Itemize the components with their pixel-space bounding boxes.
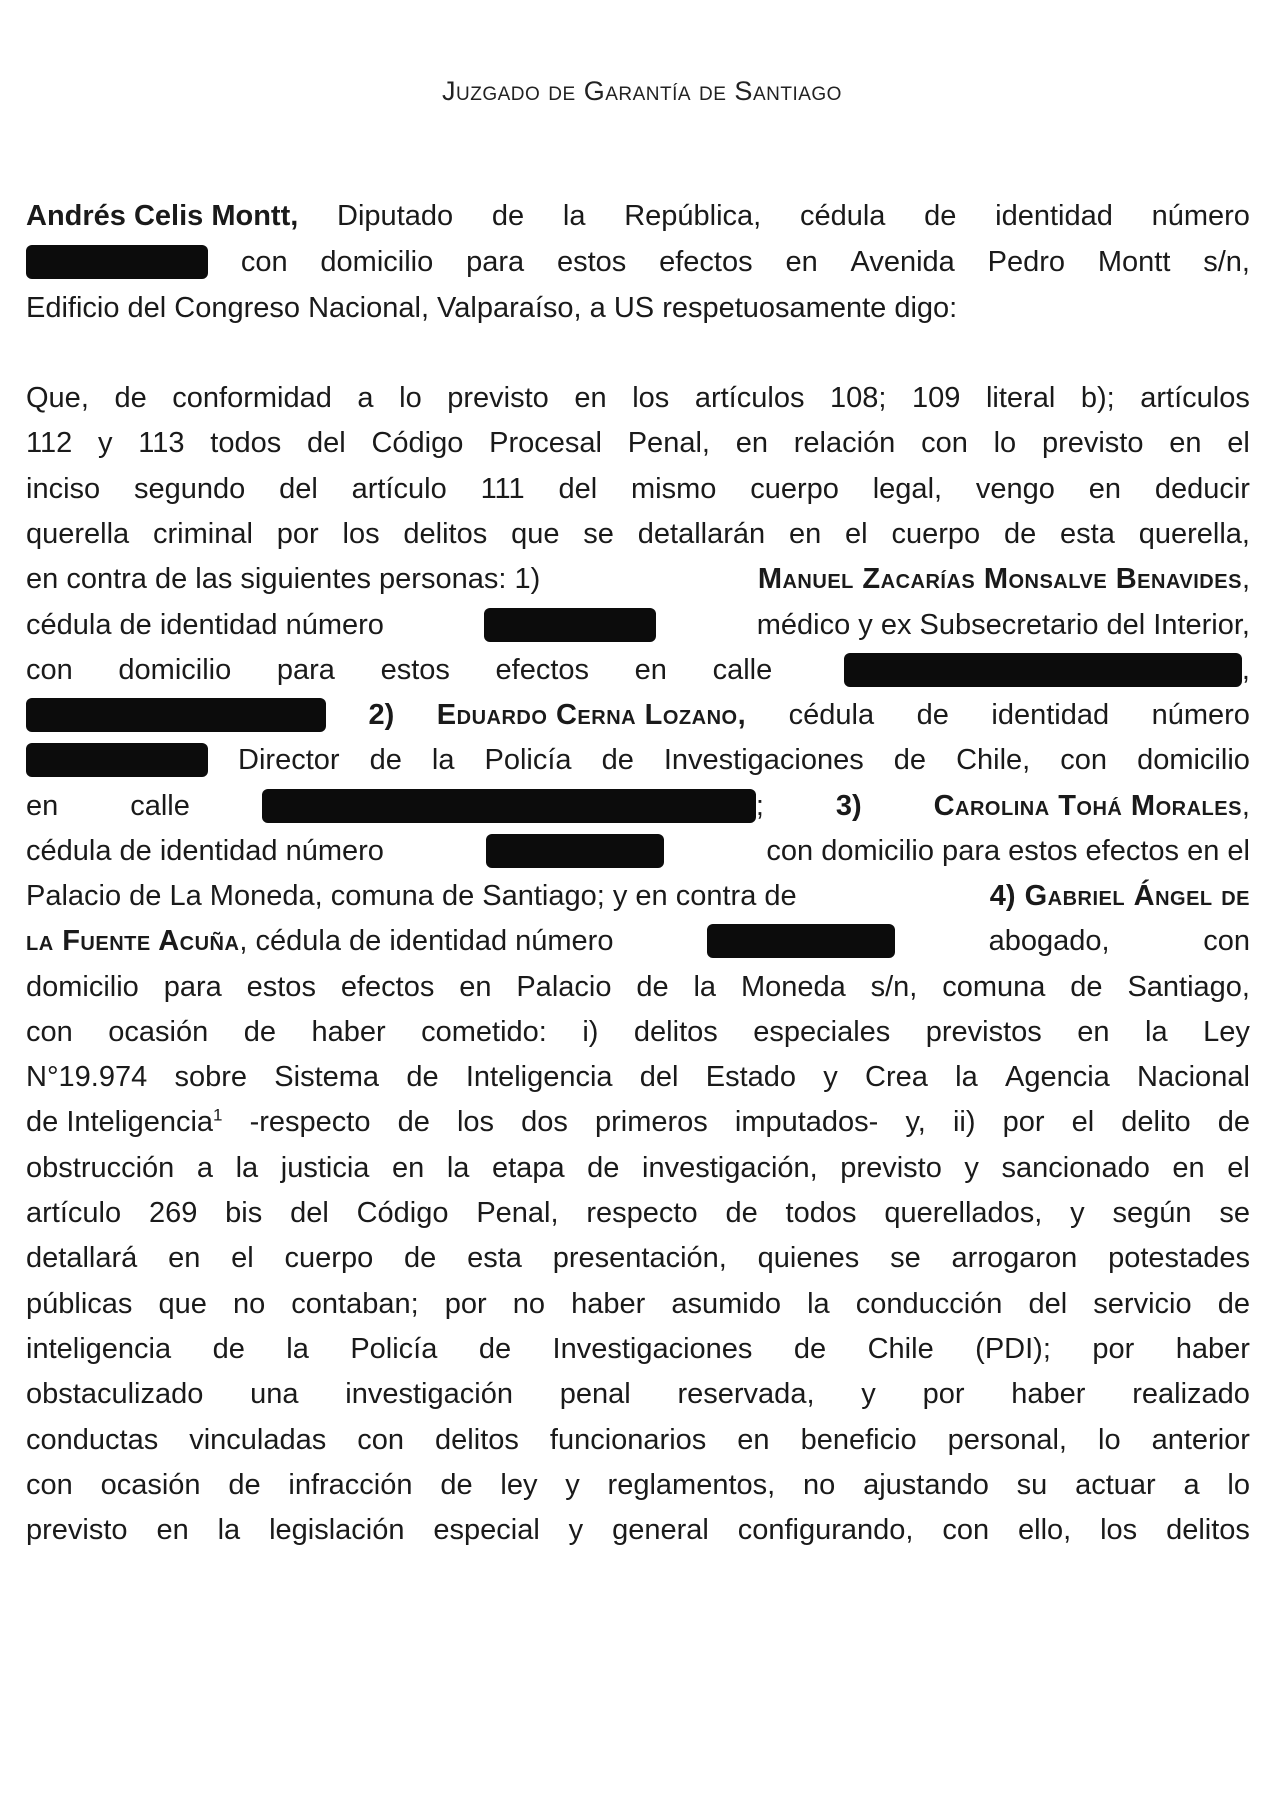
text-line	[26, 1510, 1250, 1550]
word: no	[512, 1288, 546, 1320]
text-line	[26, 1465, 1250, 1505]
word: todos	[210, 427, 282, 459]
text-line: Palacio de La Moneda, comuna de Santiago; y en contra de 4) Gabriel Ángel de	[26, 876, 1250, 916]
word: los	[1100, 1514, 1138, 1546]
word: primeros	[594, 1106, 708, 1138]
word: número	[1151, 699, 1250, 731]
text-line	[26, 514, 1250, 554]
word: en	[156, 1514, 189, 1546]
word: domicilio	[118, 654, 232, 686]
word: ley	[500, 1469, 538, 1501]
word: la	[431, 744, 455, 776]
word: de	[1070, 971, 1103, 1003]
text-line: en calle ; 3) Carolina Tohá Morales,	[26, 790, 1250, 822]
word: sancionado	[1001, 1152, 1150, 1184]
word: a	[357, 382, 374, 414]
word: realizado	[1132, 1378, 1250, 1410]
word: querella,	[1138, 518, 1250, 550]
text-line	[26, 967, 1250, 1007]
redacted-address	[844, 653, 1242, 687]
word: por	[276, 518, 319, 550]
word: detallará	[26, 1242, 138, 1274]
word: ii)	[952, 1106, 976, 1138]
text-line	[26, 1420, 1250, 1460]
word: domicilio	[320, 246, 434, 278]
word: penal	[559, 1378, 631, 1410]
word: beneficio	[800, 1424, 917, 1456]
word: etapa	[492, 1152, 565, 1184]
word: Director	[238, 744, 340, 776]
word: esta	[467, 1242, 522, 1274]
word: con	[26, 1016, 73, 1048]
word: cédula	[799, 200, 886, 232]
word: legislación	[269, 1514, 405, 1546]
word: Palacio	[516, 971, 612, 1003]
word: Chile	[867, 1333, 934, 1365]
word: la	[807, 1288, 830, 1320]
word: conductas	[26, 1424, 159, 1456]
word: el	[231, 1242, 254, 1274]
word: de	[369, 744, 402, 776]
text-line: de Inteligencia$^1$ -respecto de los dos primeros imputados- y, ii) por el delito de	[26, 1102, 1250, 1142]
word: con	[921, 427, 968, 459]
word: respecto	[586, 1197, 698, 1229]
word: imputados-	[734, 1106, 879, 1138]
word: Procesal	[489, 427, 602, 459]
word: y	[861, 1378, 876, 1410]
word: que	[511, 518, 560, 550]
word: Código	[371, 427, 464, 459]
word: artículo	[26, 1197, 122, 1229]
word: los	[342, 518, 380, 550]
text-line: cédula de identidad número médico y ex Subsecretario del Interior,	[26, 609, 1250, 641]
text-line	[26, 1284, 1250, 1324]
word: de	[406, 1061, 439, 1093]
redacted-id-number	[707, 924, 895, 958]
word: de	[636, 971, 669, 1003]
word: por	[1002, 1106, 1045, 1138]
word: identidad	[995, 200, 1113, 232]
word: por	[922, 1378, 965, 1410]
text-line	[26, 1329, 1250, 1369]
word: delitos	[1166, 1514, 1250, 1546]
word: criminal	[153, 518, 253, 550]
word: en	[459, 971, 492, 1003]
word: de	[924, 200, 957, 232]
word: 112	[26, 427, 73, 459]
defendant-3-name: Carolina Tohá Morales	[933, 790, 1242, 822]
word: esta	[1060, 518, 1115, 550]
word: previsto	[26, 1514, 128, 1546]
word: no	[232, 1288, 266, 1320]
word: de	[114, 382, 147, 414]
word: del	[279, 473, 318, 505]
word: reservada,	[677, 1378, 815, 1410]
word: bis	[225, 1197, 263, 1229]
word: b);	[1080, 382, 1115, 414]
word: de	[1217, 1288, 1250, 1320]
word: previsto	[840, 1152, 942, 1184]
word: Estado	[705, 1061, 797, 1093]
word: conformidad	[172, 382, 332, 414]
word: y	[823, 1061, 838, 1093]
word: de	[243, 1016, 276, 1048]
word: ocasión	[108, 1016, 209, 1048]
text-line	[26, 740, 1250, 780]
word: de	[1217, 1106, 1250, 1138]
footnote-ref[interactable]: 1	[213, 1105, 223, 1125]
word: actuar	[1075, 1469, 1156, 1501]
defendant-2-name: Eduardo Cerna Lozano,	[436, 699, 747, 731]
word: el	[845, 518, 868, 550]
word: se	[1219, 1197, 1250, 1229]
word: todos	[785, 1197, 857, 1229]
word: delitos	[403, 518, 488, 550]
word: querellados,	[884, 1197, 1043, 1229]
word: Investigaciones	[552, 1333, 753, 1365]
word: por	[444, 1288, 487, 1320]
word: segundo	[133, 473, 246, 505]
word: República,	[624, 200, 762, 232]
word: especial	[433, 1514, 540, 1546]
word: en	[634, 654, 667, 686]
word: haber	[1011, 1378, 1086, 1410]
word: lo	[993, 427, 1017, 459]
word: ello,	[1018, 1514, 1072, 1546]
word: Penal,	[627, 427, 710, 459]
word: s/n,	[1203, 246, 1250, 278]
word: en	[1169, 427, 1202, 459]
redacted-address	[26, 698, 326, 732]
word: de	[587, 1152, 620, 1184]
word: Pedro	[987, 246, 1066, 278]
word: y	[565, 1469, 580, 1501]
word: cometido:	[421, 1016, 547, 1048]
word: la	[562, 200, 586, 232]
word: mismo	[631, 473, 717, 505]
word: haber	[1175, 1333, 1250, 1365]
word: efectos	[495, 654, 590, 686]
word: y,	[905, 1106, 926, 1138]
text-line: Edificio del Congreso Nacional, Valparaíso, a US respetuosamente digo:	[26, 292, 958, 324]
word: con	[26, 654, 73, 686]
word: contaban;	[291, 1288, 419, 1320]
word: la	[955, 1061, 978, 1093]
redacted-id-number	[26, 245, 208, 279]
word: sobre	[174, 1061, 248, 1093]
word: del	[1028, 1288, 1068, 1320]
word: la	[286, 1333, 309, 1365]
word: configurando,	[737, 1514, 914, 1546]
redacted-address	[262, 789, 756, 823]
word: en	[1077, 1016, 1110, 1048]
defendant-4-name-cont: la Fuente Acuña	[26, 925, 240, 957]
word: de	[212, 1333, 245, 1365]
word: arrogaron	[951, 1242, 1078, 1274]
word: con	[942, 1514, 990, 1546]
word: delito	[1121, 1106, 1191, 1138]
word: Santiago,	[1127, 971, 1250, 1003]
word: 269	[148, 1197, 198, 1229]
word: a	[196, 1152, 214, 1184]
word: para	[276, 654, 335, 686]
word: deducir	[1154, 473, 1250, 505]
text-line	[26, 378, 1250, 418]
word: reglamentos,	[607, 1469, 776, 1501]
word: el	[1071, 1106, 1095, 1138]
word: estos	[556, 246, 627, 278]
word: querella	[26, 518, 130, 550]
word: investigación,	[642, 1152, 818, 1184]
word: Crea	[865, 1061, 928, 1093]
word: Inteligencia	[465, 1061, 613, 1093]
word: la	[1145, 1016, 1168, 1048]
text-line	[26, 1193, 1250, 1233]
word: Policía	[484, 744, 572, 776]
word: de	[397, 1106, 430, 1138]
word: cuerpo	[750, 473, 839, 505]
text-line	[26, 1238, 1250, 1278]
word: para	[163, 971, 222, 1003]
word: anterior	[1151, 1424, 1250, 1456]
word: Código	[356, 1197, 449, 1229]
text-line	[26, 1148, 1250, 1188]
word: Montt	[1097, 246, 1171, 278]
word: en	[788, 518, 822, 550]
text-line: en contra de las siguientes personas: 1) Manuel Zacarías Monsalve Benavides,	[26, 563, 1250, 595]
word: de	[440, 1469, 473, 1501]
word: artículos	[694, 382, 805, 414]
word: Chile,	[956, 744, 1031, 776]
word: investigación	[345, 1378, 513, 1410]
word: el	[1227, 1152, 1250, 1184]
word: y	[1070, 1197, 1085, 1229]
word: conducción	[855, 1288, 1003, 1320]
word: en	[1088, 473, 1121, 505]
word: estos	[246, 971, 316, 1003]
word: en	[574, 382, 607, 414]
word: de	[916, 699, 949, 731]
word: cédula	[788, 699, 875, 731]
word: presentación,	[552, 1242, 727, 1274]
word: detallarán	[637, 518, 766, 550]
word: previsto	[447, 382, 549, 414]
word: en	[168, 1242, 201, 1274]
word: para	[466, 246, 525, 278]
word: Investigaciones	[663, 744, 864, 776]
word: relación	[793, 427, 896, 459]
word: de	[893, 744, 927, 776]
word: especiales	[753, 1016, 891, 1048]
word: de	[478, 1333, 512, 1365]
word: de	[404, 1242, 437, 1274]
word: y	[964, 1152, 979, 1184]
word: Sistema	[274, 1061, 380, 1093]
word: la	[693, 971, 717, 1003]
word: N°19.974	[26, 1061, 148, 1093]
word: asumido	[671, 1288, 781, 1320]
word: -respecto	[249, 1106, 371, 1138]
word: con	[240, 246, 288, 278]
word: artículos	[1140, 382, 1250, 414]
word: del	[290, 1197, 329, 1229]
word: de	[228, 1469, 261, 1501]
word: 111	[480, 473, 525, 505]
text-line	[26, 242, 1250, 282]
word: lo	[1227, 1469, 1250, 1501]
text-line: 2) Eduardo Cerna Lozano, cédula de identidad número	[26, 695, 1250, 735]
word: dos	[521, 1106, 568, 1138]
word: artículo	[351, 473, 447, 505]
word: delitos	[435, 1424, 519, 1456]
word: de	[725, 1197, 758, 1229]
word: con	[357, 1424, 405, 1456]
word: domicilio	[1137, 744, 1250, 776]
word: justicia	[280, 1152, 370, 1184]
word: públicas	[26, 1288, 133, 1320]
word: haber	[571, 1288, 646, 1320]
word: la	[217, 1514, 241, 1546]
word: de	[793, 1333, 827, 1365]
word: vengo	[975, 473, 1055, 505]
word: Agencia	[1004, 1061, 1110, 1093]
word: funcionarios	[549, 1424, 707, 1456]
word: del	[639, 1061, 679, 1093]
word: que	[158, 1288, 207, 1320]
text-line: con domicilio para estos efectos en calle ,	[26, 650, 1250, 690]
word: identidad	[991, 699, 1110, 731]
word: en	[737, 1424, 770, 1456]
word: obstrucción	[26, 1152, 175, 1184]
word: comuna	[942, 971, 1046, 1003]
word: ajustando	[863, 1469, 989, 1501]
word: Diputado	[337, 200, 454, 232]
word: Que,	[26, 382, 89, 414]
word: calle	[712, 654, 773, 686]
court-title: Juzgado de Garantía de Santiago	[442, 76, 842, 106]
text-line	[26, 1374, 1250, 1414]
word: en	[735, 427, 768, 459]
text-line	[26, 1057, 1250, 1097]
word: Nacional	[1137, 1061, 1250, 1093]
text-line	[26, 196, 1250, 236]
word: general	[612, 1514, 709, 1546]
word: legal,	[872, 473, 943, 505]
word: a	[1183, 1469, 1200, 1501]
word: Avenida	[850, 246, 955, 278]
word: por	[1092, 1333, 1135, 1365]
word: estos	[380, 654, 450, 686]
word: inteligencia	[26, 1333, 172, 1365]
word: número	[1151, 200, 1250, 232]
word: quienes	[757, 1242, 860, 1274]
word: cuerpo	[284, 1242, 374, 1274]
word: cuerpo	[891, 518, 981, 550]
word: Penal,	[476, 1197, 559, 1229]
redacted-id-number	[26, 743, 208, 777]
word: en	[785, 246, 818, 278]
word: con	[1060, 744, 1108, 776]
word: 109	[912, 382, 961, 414]
word: domicilio	[26, 971, 139, 1003]
word: personal,	[947, 1424, 1067, 1456]
word: no	[803, 1469, 836, 1501]
word: el	[1227, 427, 1250, 459]
text-line	[26, 1012, 1250, 1052]
text-line	[26, 423, 1250, 463]
word: según	[1112, 1197, 1192, 1229]
word: lo	[399, 382, 422, 414]
word: los	[456, 1106, 495, 1138]
text-line: cédula de identidad número con domicilio para estos efectos en el	[26, 835, 1250, 867]
word: literal	[985, 382, 1056, 414]
word: de	[601, 744, 634, 776]
word: vinculadas	[189, 1424, 327, 1456]
word: haber	[311, 1016, 386, 1048]
redacted-id-number	[484, 608, 656, 642]
word: inciso	[26, 473, 101, 505]
word: su	[1016, 1469, 1048, 1501]
text-line: la Fuente Acuña, cédula de identidad número abogado, con	[26, 925, 1250, 957]
word: la	[446, 1152, 470, 1184]
word: i)	[582, 1016, 599, 1048]
word: y	[98, 427, 113, 459]
word: potestades	[1108, 1242, 1250, 1274]
word: Moneda	[740, 971, 846, 1003]
word: una	[250, 1378, 299, 1410]
word: 108;	[830, 382, 887, 414]
word: s/n,	[870, 971, 918, 1003]
word: de	[491, 200, 525, 232]
word: en	[392, 1152, 425, 1184]
word: previstos	[925, 1016, 1042, 1048]
word: 113	[138, 427, 185, 459]
defendant-4-name: Gabriel Ángel de	[1024, 880, 1250, 912]
word: obstaculizado	[26, 1378, 204, 1410]
word: delitos	[633, 1016, 718, 1048]
redacted-id-number	[486, 834, 664, 868]
plaintiff-name: Andrés Celis Montt,	[26, 200, 299, 232]
defendant-1-name: Manuel Zacarías Monsalve Benavides	[757, 563, 1242, 595]
word: en	[1172, 1152, 1205, 1184]
word: los	[632, 382, 670, 414]
word: Ley	[1203, 1016, 1250, 1048]
word: efectos	[659, 246, 753, 278]
word: previsto	[1041, 427, 1144, 459]
word: la	[235, 1152, 259, 1184]
word: se	[890, 1242, 921, 1274]
text-line	[26, 469, 1250, 509]
word: y	[568, 1514, 584, 1546]
word: se	[583, 518, 614, 550]
word: infracción	[288, 1469, 413, 1501]
word: con	[26, 1469, 73, 1501]
word: efectos	[340, 971, 435, 1003]
word: del	[306, 427, 346, 459]
word: (PDI);	[975, 1333, 1051, 1365]
word: del	[558, 473, 598, 505]
word: de	[1003, 518, 1037, 550]
word: lo	[1098, 1424, 1121, 1456]
word: ocasión	[100, 1469, 201, 1501]
word: Policía	[350, 1333, 438, 1365]
word: servicio	[1093, 1288, 1192, 1320]
